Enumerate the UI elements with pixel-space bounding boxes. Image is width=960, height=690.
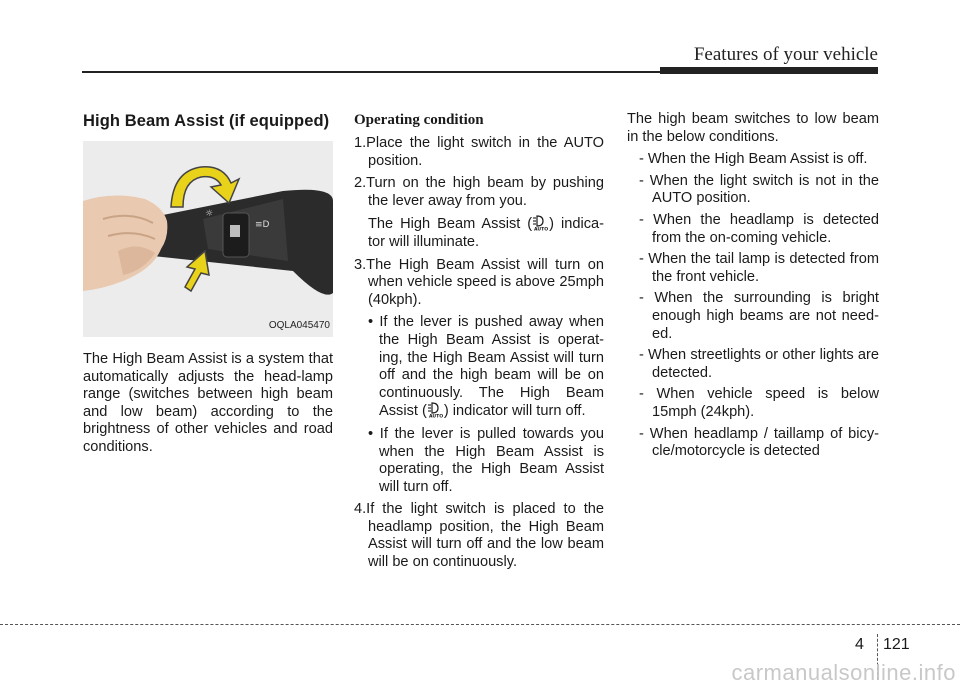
step-2-note	[354, 215, 604, 251]
svg-text:≡D: ≡D	[255, 220, 270, 230]
header-rule-accent	[660, 67, 878, 74]
bullet-2-text: If the lever is pulled towards you when the High Beam Assist is operating, the High Beam Assist will turn off.	[379, 425, 604, 495]
svg-text:☼: ☼	[205, 209, 214, 219]
condition-item: - When headlamp / taillamp of bicy-cle/motorcycle is detected	[639, 425, 879, 460]
footer-rule	[0, 624, 960, 625]
svg-text:AUTO: AUTO	[428, 414, 444, 419]
condition-item: - When vehicle speed is below 15mph (24kph).	[639, 386, 879, 420]
operating-condition-title: Operating condition	[354, 112, 484, 128]
figure-code: OQLA045470	[268, 320, 330, 332]
step-2-note-end: ) indica-tor will illuminate.	[368, 216, 604, 250]
svg-text:AUTO: AUTO	[534, 227, 549, 232]
intro-paragraph: The High Beam Assist is a system that automatically adjusts the head-lamp range (switches between high beam and low beam) according to the brightness of other vehicles and road conditions.	[83, 351, 333, 455]
column-2	[354, 111, 604, 577]
step-2: 2.Turn on the high beam by pushing the lever away from you.	[354, 175, 604, 209]
step-2-note-start: The High Beam Assist (	[368, 216, 533, 233]
step-3: 3.The High Beam Assist will turn on when vehicle speed is above 25mph (40kph).	[354, 256, 604, 308]
conditions-intro: The high beam switches to low beam in the below conditions.	[627, 111, 879, 145]
high-beam-auto-icon	[532, 215, 549, 231]
bullet-lever-pushed: • If the lever is pushed away when the High Beam Assist is operat-ing, the High Beam Assist will turn off and the high beam will be on continuously. The High Beam Assist ( AUTO ) indicator will turn off.	[368, 314, 604, 420]
watermark: carmanualsonline.info	[731, 660, 956, 685]
bullet-lever-pulled: • If the lever is pulled towards you when the High Beam Assist is operating, the High Beam Assist will turn off.	[368, 425, 604, 495]
condition-item: - When the tail lamp is detected from the front vehicle.	[639, 251, 879, 285]
condition-item: - When the surrounding is bright enough high beams are not need-ed.	[639, 290, 879, 342]
condition-item: - When the light switch is not in the AUTO position.	[639, 172, 879, 207]
bullet-1-end: ) indicator will turn off.	[443, 403, 586, 420]
condition-item: - When streetlights or other lights are detected.	[639, 347, 879, 381]
step-4: 4.If the light switch is placed to the headlamp position, the High Beam Assist will turn off and the low beam will be on continuously.	[354, 501, 604, 571]
step-1: 1.Place the light switch in the AUTO position.	[354, 135, 604, 169]
chapter-number: 4	[855, 636, 864, 653]
condition-item: - When the High Beam Assist is off.	[639, 151, 868, 168]
column-3	[627, 111, 879, 465]
page-header-title: Features of your vehicle	[693, 44, 878, 65]
bullet-1-start: If the lever is pushed away when the High Beam Assist is operat-ing, the High Beam Assist will turn off and the high beam will be on continuously. The High Beam Assist (	[379, 314, 604, 420]
page-number: 121	[883, 636, 910, 653]
column-1	[83, 111, 333, 462]
high-beam-auto-icon	[427, 402, 444, 418]
condition-item: - When the headlamp is detected from the on-coming vehicle.	[639, 211, 879, 246]
section-title: High Beam Assist (if equipped)	[83, 112, 330, 130]
lever-figure	[83, 141, 333, 337]
lever-illustration	[83, 141, 333, 337]
